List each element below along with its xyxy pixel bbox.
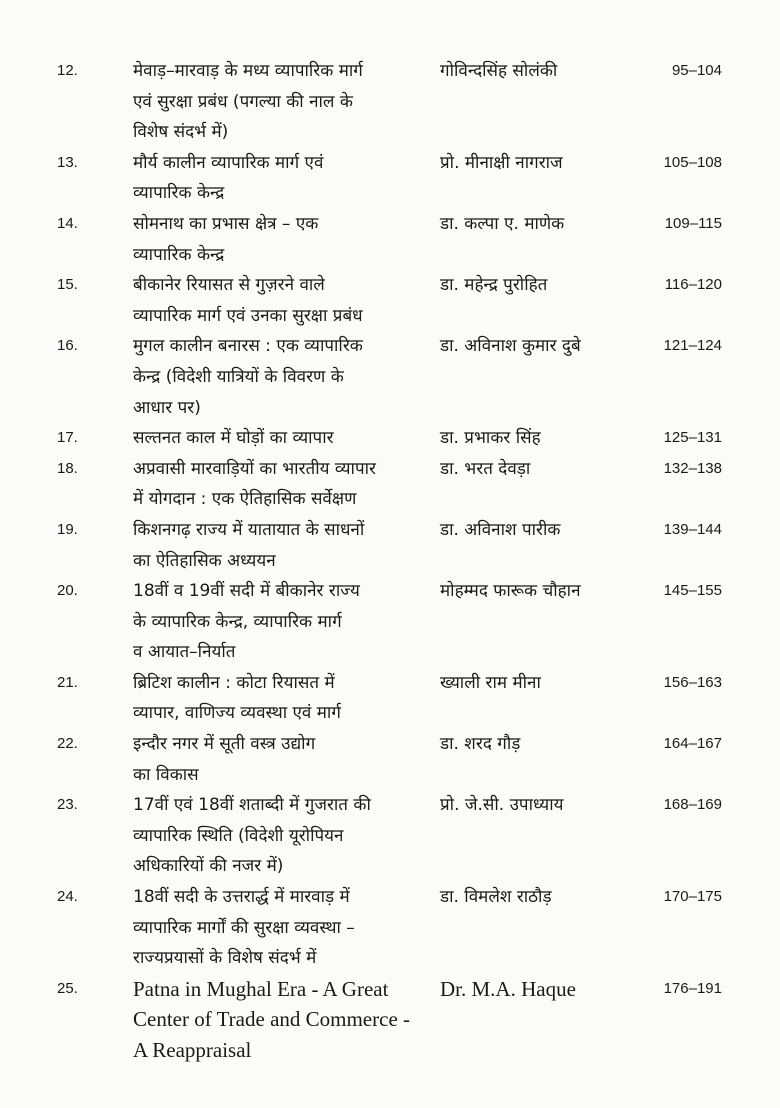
entry-pages: 116–120 [664,276,722,294]
entry-number: 15. [57,276,78,294]
entry-title-line: सल्तनत काल में घोड़ों का व्यापार [133,428,334,449]
entry-title [133,423,433,454]
entry-author: मोहम्मद फारूक चौहान [440,581,581,602]
entry-number: 18. [57,459,78,477]
entry-title-line: Patna in Mughal Era - A Great [133,976,389,1001]
entry-number: 14. [57,214,78,232]
entry-title [133,148,433,209]
entry-title [133,454,433,515]
entry-title-line: मौर्य कालीन व्यापारिक मार्ग एवं [133,152,324,173]
entry-pages: 125–131 [663,429,722,447]
entry-author: डा. महेन्द्र पुरोहित [440,275,548,296]
entry-pages: 109–115 [664,214,722,232]
entry-title [133,790,433,882]
entry-pages: 121–124 [663,337,722,355]
entry-pages: 105–108 [663,153,722,171]
entry-pages: 145–155 [663,582,722,600]
entry-title-line: बीकानेर रियासत से गुज़रने वाले [133,275,325,296]
entry-title-line: व आयात–निर्यात [133,642,236,663]
entry-title-line: इन्दौर नगर में सूती वस्त्र उद्योग [133,734,316,755]
entry-title-line: का ऐतिहासिक अध्ययन [133,550,276,571]
entry-title [133,270,433,331]
entry-author: प्रो. जे.सी. उपाध्याय [440,795,564,816]
entry-author: Dr. M.A. Haque [440,976,576,1001]
entry-author: प्रो. मीनाक्षी नागराज [440,152,563,173]
entry-title-line: Center of Trade and Commerce - [133,1007,411,1032]
table-of-contents [0,56,780,1066]
entry-title-line: A Reappraisal [133,1038,252,1062]
toc-entry [0,974,780,1066]
toc-entry [0,576,780,668]
entry-number: 13. [57,153,78,171]
entry-number: 21. [57,673,78,691]
entry-title-line: अधिकारियों की नजर में) [133,856,284,877]
entry-pages: 170–175 [663,888,722,906]
entry-number: 24. [57,888,78,906]
entry-number: 12. [57,62,78,79]
entry-title-line: व्यापारिक मार्ग एवं उनका सुरक्षा प्रबंध [133,305,363,326]
entry-title-line: अप्रवासी मारवाड़ियों का भारतीय व्यापार [133,458,376,479]
entry-title-line: का विकास [133,764,199,785]
entry-number: 19. [57,520,78,538]
entry-title-line: विशेष संदर्भ में) [133,122,229,143]
toc-entry [0,270,780,331]
entry-title-line: ब्रिटिश कालीन : कोटा रियासत में [133,672,335,693]
entry-title-line: में योगदान : एक ऐतिहासिक सर्वेक्षण [133,489,357,510]
entry-author: डा. अविनाश कुमार दुबे [440,336,581,357]
entry-pages: 132–138 [663,459,722,477]
entry-pages: 164–167 [663,735,722,753]
toc-entry [0,790,780,882]
toc-entry [0,423,780,454]
toc-entry [0,56,780,148]
toc-entry [0,668,780,729]
entry-title [133,974,433,1066]
entry-title-line: 18वीं सदी के उत्तरार्द्ध में मारवाड़ में [133,887,350,908]
entry-title [133,209,433,270]
entry-author: डा. शरद गौड़ [440,734,521,755]
entry-pages: 156–163 [663,673,722,691]
entry-title-line: 17वीं एवं 18वीं शताब्दी में गुजरात की [133,795,371,816]
entry-pages: 168–169 [663,796,722,814]
entry-title-line: आधार पर) [133,397,201,418]
entry-title-line: व्यापारिक केन्द्र [133,244,225,265]
entry-title [133,729,433,790]
entry-author: गोविन्दसिंह सोलंकी [440,61,558,81]
toc-entry [0,882,780,974]
entry-author: डा. प्रभाकर सिंह [440,428,541,449]
entry-pages: 139–144 [663,520,722,538]
entry-title-line: किशनगढ़ राज्य में यातायात के साधनों [133,519,365,540]
entry-title-line: मुगल कालीन बनारस : एक व्यापारिक [133,336,363,357]
toc-entry [0,515,780,576]
toc-entry [0,148,780,209]
entry-author: ख्याली राम मीना [440,672,541,693]
entry-pages: 176–191 [663,979,722,997]
entry-author: डा. विमलेश राठौड़ [440,887,552,908]
entry-author: डा. अविनाश पारीक [440,519,561,540]
entry-title-line: व्यापारिक केन्द्र [133,183,225,204]
entry-title-line: व्यापारिक मार्गों की सुरक्षा व्यवस्था – [133,917,355,938]
entry-title [133,56,433,148]
entry-number: 22. [57,735,78,753]
entry-title [133,331,433,423]
entry-title [133,576,433,668]
entry-title-line: सोमनाथ का प्रभास क्षेत्र – एक [133,213,319,234]
entry-author: डा. भरत देवड़ा [440,458,531,479]
entry-number: 16. [57,337,78,355]
entry-number: 20. [57,582,78,600]
entry-title-line: केन्द्र (विदेशी यात्रियों के विवरण के [133,366,344,387]
toc-entry [0,729,780,790]
entry-number: 17. [57,429,78,447]
entry-title-line: के व्यापारिक केन्द्र, व्यापारिक मार्ग [133,611,342,632]
entry-title-line: 18वीं व 19वीं सदी में बीकानेर राज्य [133,581,360,602]
entry-number: 25. [57,979,78,997]
entry-title-line: राज्यप्रयासों के विशेष संदर्भ में [133,948,317,969]
entry-title-line: व्यापार, वाणिज्य व्यवस्था एवं मार्ग [133,703,341,724]
entry-title-line: एवं सुरक्षा प्रबंध (पगल्या की नाल के [133,91,353,112]
entry-title [133,515,433,576]
entry-pages: 95–104 [671,62,722,79]
entry-title [133,882,433,974]
toc-entry [0,331,780,423]
toc-entry [0,454,780,515]
toc-entry [0,209,780,270]
entry-title [133,668,433,729]
entry-author: डा. कल्पा ए. माणेक [440,213,565,234]
entry-title-line: व्यापारिक स्थिति (विदेशी यूरोपियन [133,825,344,846]
entry-title-line: मेवाड़–मारवाड़ के मध्य व्यापारिक मार्ग [133,61,363,81]
entry-number: 23. [57,796,78,814]
